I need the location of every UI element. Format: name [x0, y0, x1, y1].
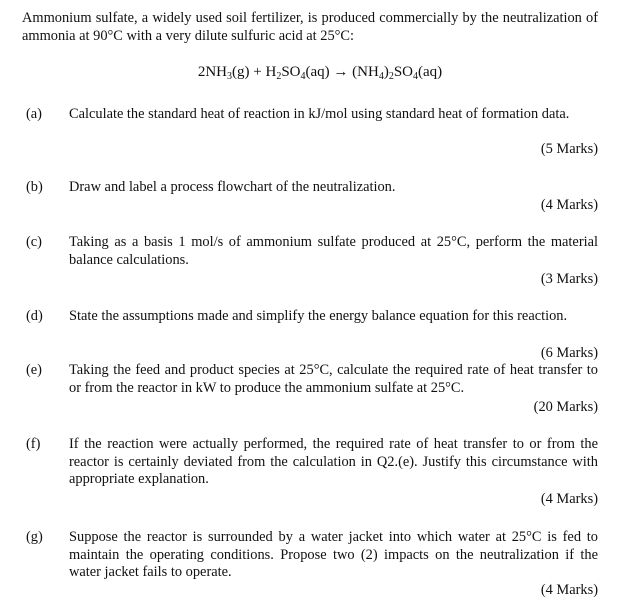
question-text: If the reaction were actually performed, the required rate of heat transfer to or from the reactor is certainly deviated from the calculation in Q2.(e). Justify this circumstance with appropriate explanation.	[69, 436, 598, 488]
question-label: (g)	[26, 529, 43, 545]
question-marks: (4 Marks)	[540, 197, 598, 213]
eq-part-4: (aq)	[418, 64, 443, 80]
question-marks: (3 Marks)	[540, 271, 598, 287]
question-marks: (5 Marks)	[540, 141, 598, 157]
question-label: (c)	[26, 234, 42, 250]
eq-part-3: )	[383, 64, 389, 80]
eq-so: SO	[281, 64, 301, 80]
eq-nh3-subscript: 3	[227, 71, 233, 82]
question-text: Taking as a basis 1 mol/s of ammonium sulfate produced at 25°C, perform the material balance calculations.	[69, 234, 598, 268]
eq-part-2: (aq) → (NH	[305, 64, 379, 80]
question-text: Calculate the standard heat of reaction in kJ/mol using standard heat of formation data.	[69, 106, 570, 122]
question-text: Taking the feed and product species at 25°C, calculate the required rate of heat transfer to or from the reactor in kW to produce the ammonium sulfate at 25°C.	[69, 362, 598, 396]
eq-so-b: SO	[393, 64, 413, 80]
eq-part-1: (g) + H	[232, 64, 277, 80]
reaction-equation	[0, 64, 640, 82]
question-label: (a)	[26, 106, 42, 122]
question-label: (b)	[26, 179, 43, 195]
eq-so4b-subscript: 4	[413, 71, 418, 82]
question-label: (d)	[26, 308, 43, 324]
intro-paragraph: Ammonium sulfate, a widely used soil fertilizer, is produced commercially by the neutralization of ammonia at 90°C with a very dilute sulfuric acid at 25°C:	[22, 10, 598, 44]
question-label: (e)	[26, 362, 42, 378]
question-marks: (20 Marks)	[533, 399, 598, 415]
eq-nh4-subscript: 4	[378, 71, 384, 82]
question-text: Draw and label a process flowchart of the neutralization.	[69, 179, 396, 195]
question-text: Suppose the reactor is surrounded by a water jacket into which water at 25°C is fed to maintain the operating conditions. Propose two (2) impacts on the neutralization if the water jacket fails to operate.	[69, 529, 598, 581]
question-text: State the assumptions made and simplify the energy balance equation for this reaction.	[69, 308, 568, 324]
eq-nh4-2-subscript: 2	[388, 71, 394, 82]
question-marks: (4 Marks)	[540, 491, 598, 507]
question-marks: (6 Marks)	[540, 345, 598, 361]
question-label: (f)	[26, 436, 41, 452]
question-marks: (4 Marks)	[540, 582, 598, 598]
eq-coef: 2NH	[197, 64, 228, 80]
eq-h2-subscript: 2	[276, 71, 282, 82]
eq-so4-subscript: 4	[300, 71, 306, 82]
